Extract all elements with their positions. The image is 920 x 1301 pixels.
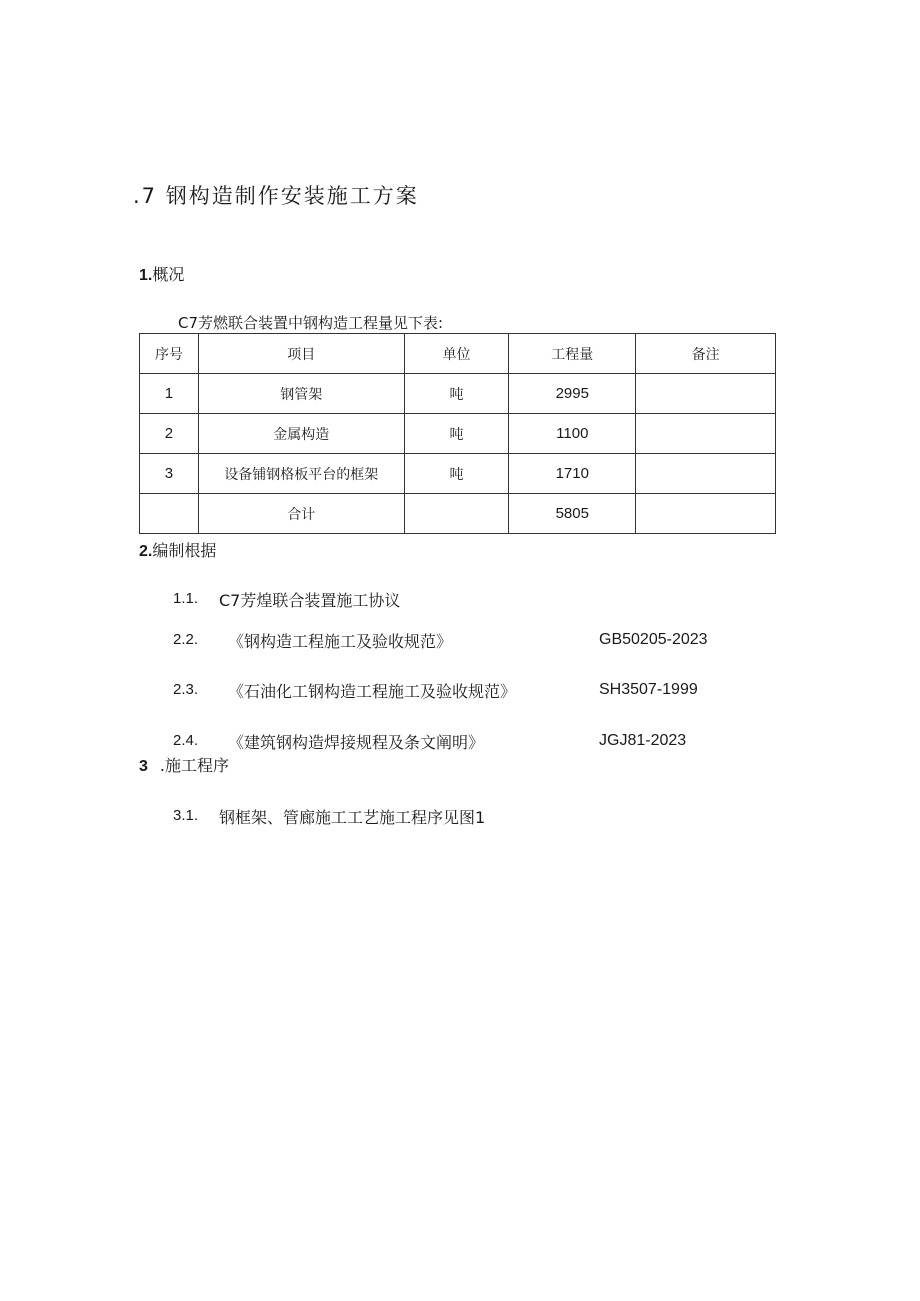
cell-unit: 吨 — [404, 454, 509, 494]
reference-number: 2.3. — [173, 681, 199, 698]
cell-index — [140, 494, 199, 534]
cell-item: 金属构造 — [198, 414, 404, 454]
table-row — [140, 414, 776, 454]
cell-quantity: 1100 — [509, 414, 636, 454]
cell-remark — [636, 374, 776, 414]
table-intro: C7芳燃联合装置中钢构造工程量见下表: — [178, 314, 444, 332]
cell-unit: 吨 — [404, 414, 509, 454]
cell-remark — [636, 494, 776, 534]
header-index: 序号 — [140, 334, 199, 374]
reference-title: 《石油化工钢构造工程施工及验收规范》 — [228, 682, 517, 701]
table-header-row — [140, 334, 776, 374]
document-title: .7 钢构造制作安装施工方案 — [133, 184, 419, 208]
section-3-number: 3 — [139, 758, 148, 775]
reference-number: 1.1. — [173, 590, 199, 607]
reference-item — [173, 730, 198, 749]
cell-quantity: 1710 — [509, 454, 636, 494]
section-1-number: 1. — [139, 267, 153, 284]
cell-index: 2 — [140, 414, 199, 454]
reference-title: C7芳煌联合装置施工协议 — [219, 591, 401, 610]
table-row — [140, 374, 776, 414]
cell-quantity: 2995 — [509, 374, 636, 414]
cell-unit — [404, 494, 509, 534]
cell-remark — [636, 454, 776, 494]
header-remark: 备注 — [636, 334, 776, 374]
cell-remark — [636, 414, 776, 454]
cell-item: 设备铺钢格板平台的框架 — [198, 454, 404, 494]
cell-quantity: 5805 — [509, 494, 636, 534]
cell-unit: 吨 — [404, 374, 509, 414]
header-item: 项目 — [198, 334, 404, 374]
section-1-heading — [139, 262, 184, 285]
procedure-number: 3.1. — [173, 807, 199, 824]
section-1-title: 概况 — [152, 265, 185, 284]
reference-number: 2.4. — [173, 732, 199, 749]
reference-code: SH3507-1999 — [599, 681, 698, 698]
procedure-text: 钢框架、管廊施工工艺施工程序见图1 — [219, 808, 486, 827]
section-3-title: .施工程序 — [159, 756, 229, 775]
section-2-title: 编制根据 — [152, 541, 217, 560]
reference-item — [173, 679, 198, 698]
procedure-item — [173, 805, 198, 824]
reference-item — [173, 588, 198, 607]
reference-number: 2.2. — [173, 631, 199, 648]
header-quantity: 工程量 — [509, 334, 636, 374]
reference-item — [173, 629, 198, 648]
cell-item: 钢管架 — [198, 374, 404, 414]
section-2-heading — [139, 538, 216, 561]
reference-code: GB50205-2023 — [599, 631, 708, 648]
header-unit: 单位 — [404, 334, 509, 374]
reference-title: 《钢构造工程施工及验收规范》 — [228, 632, 453, 651]
reference-code: JGJ81-2023 — [599, 732, 687, 749]
quantity-table — [139, 333, 776, 534]
section-2-number: 2. — [139, 543, 153, 560]
table-row — [140, 454, 776, 494]
reference-title: 《建筑钢构造焊接规程及条文阐明》 — [228, 733, 485, 752]
cell-index: 3 — [140, 454, 199, 494]
cell-item: 合计 — [198, 494, 404, 534]
table-total-row — [140, 494, 776, 534]
cell-index: 1 — [140, 374, 199, 414]
section-3-heading — [139, 753, 229, 776]
